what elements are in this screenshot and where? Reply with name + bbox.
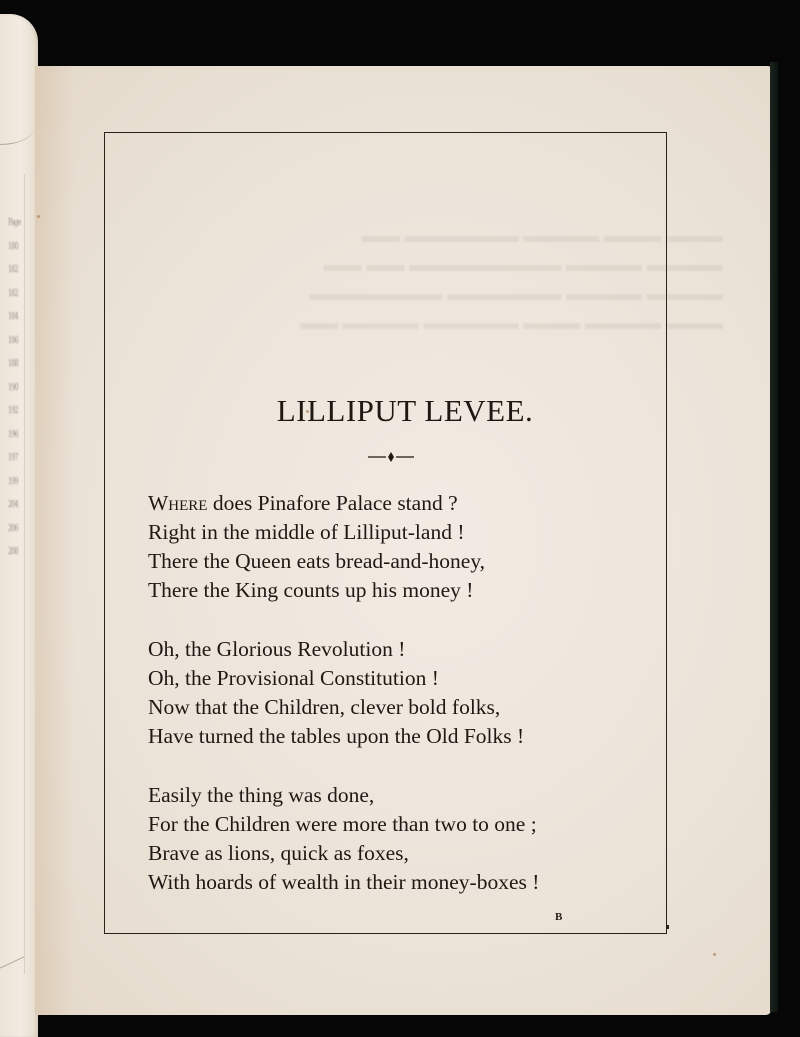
poem-line: There the Queen eats bread-and-honey, <box>148 549 486 573</box>
poem-line: For the Children were more than two to one ; <box>148 812 537 836</box>
line-text: does Pinafore Palace stand ? <box>207 491 458 515</box>
index-number: 184 <box>8 312 18 322</box>
poem-line: With hoards of wealth in their money-boxes ! <box>148 870 540 894</box>
book-cover-edge <box>770 62 778 1012</box>
index-number: 208 <box>8 547 18 557</box>
poem-line: Have turned the tables upon the Old Folks ! <box>148 724 525 748</box>
poem-line <box>148 489 539 518</box>
stanza-2 <box>148 635 539 751</box>
poem-line: Oh, the Provisional Constitution ! <box>148 666 439 690</box>
index-number: 180 <box>8 241 18 252</box>
opening-word: Where <box>148 491 208 515</box>
index-number: 204 <box>8 500 18 510</box>
poem-line: Now that the Children, clever bold folks, <box>148 695 501 719</box>
index-page-numbers <box>8 218 22 557</box>
index-number: 196 <box>8 429 18 440</box>
poem-line: Easily the thing was done, <box>148 783 375 807</box>
poem-line: Brave as lions, quick as foxes, <box>148 841 409 865</box>
poem-line: There the King counts up his money ! <box>148 578 474 602</box>
page-curl-line <box>0 104 34 145</box>
stanza-1 <box>148 489 539 605</box>
index-number: 188 <box>8 359 18 369</box>
signature-mark: B <box>555 911 563 923</box>
poem-line: Right in the middle of Lilliput-land ! <box>148 520 465 544</box>
frame-corner-tick <box>666 925 669 929</box>
index-number: 190 <box>8 382 18 393</box>
ornament-divider-icon <box>366 451 416 463</box>
index-number: 206 <box>8 523 18 534</box>
index-number: Page <box>8 218 21 228</box>
index-number: 182 <box>8 265 18 275</box>
paper-speck <box>37 215 40 218</box>
index-number: 182 <box>8 288 18 299</box>
index-number: 186 <box>8 335 18 346</box>
index-number: 199 <box>8 476 18 487</box>
index-number: 197 <box>8 453 18 463</box>
index-number: 192 <box>8 406 18 416</box>
previous-page-edge <box>0 14 38 1037</box>
paper-speck <box>713 953 716 956</box>
page-curl-line-bottom <box>0 956 24 984</box>
poem-line: Oh, the Glorious Revolution ! <box>148 637 406 661</box>
index-rule <box>24 174 25 974</box>
stanza-3 <box>148 781 539 897</box>
poem-body <box>148 489 539 927</box>
poem-title: LILLIPUT LEVEE. <box>276 393 534 428</box>
